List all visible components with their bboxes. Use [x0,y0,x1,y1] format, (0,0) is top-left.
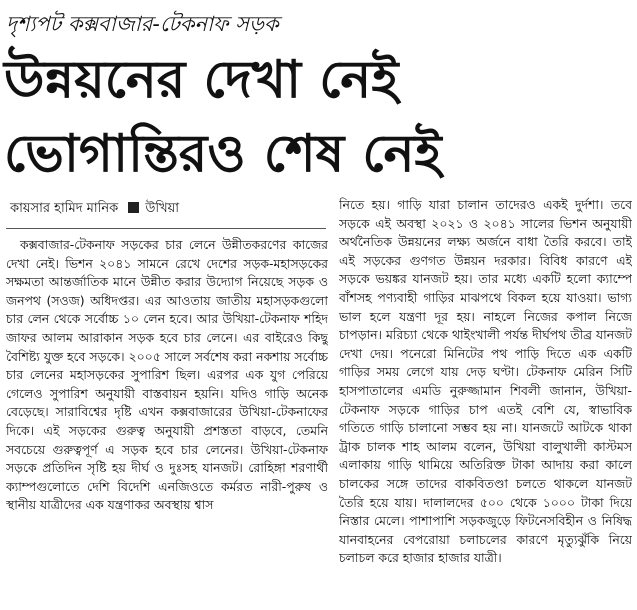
byline [10,194,330,224]
headline-line-2: ভোগান্তিরও শেষ নেই [4,124,442,184]
byline-divider [6,228,326,229]
byline-author: কায়সার হামিদ মানিক [10,201,119,216]
column-1-text: কক্সবাজার-টেকনাফ সড়কের চার লেনে উন্নীতকরণের কাজের দেখা নেই। ভিশন ২০৪১ সামনে রেখে দেশের সড়ক-মহাসড়কের সক্ষমতা আন্তর্জাতিক মানে উন্নীত করার উদ্যোগ নিয়েছে সড়ক ও জনপথ (সওজ) অধিদপ্তর। এর আওতায় জাতীয় মহাসড়কগুলো চার লেন থেকে সর্বোচ্চ ১০ লেন হবে। আর উখিয়া-টেকনাফ শহিদ জাফর আলম আরাকান সড়ক হবে চার লেনে। এর বাইরেও কিছু বৈশিষ্ট্য যুক্ত হবে সড়কে। ২০০৫ সালে সর্বশেষ করা নকশায় সর্বোচ্চ চার লেনের মহাসড়কের সুপারিশ ছিল। এরপর এক যুগ পেরিয়ে গেলেও সুপারিশ অনুযায়ী বাস্তবায়ন হয়নি। যদিও গাড়ি অনেক বেড়েছে। সারাবিশ্বের দৃষ্টি এখন কক্সবাজারের উখিয়া-টেকনাফের দিকে। এই সড়কের গুরুত্ব অনুযায়ী প্রশস্ততা বাড়বে, তেমনি সবচেয়ে গুরুত্বপূর্ণ এ সড়ক হবে চার লেনের। উখিয়া-টেকনাফ সড়কে প্রতিদিন সৃষ্টি হয় দীর্ঘ ও দুঃসহ যানজট। রোহিঙ্গা শরণার্থী ক্যাম্পগুলোতে দেশি বিদেশি এনজিওতে কর্মরত নারী-পুরুষ ও স্থানীয় যাত্রীদের এক যন্ত্রণাকর অবস্থায় শ্বাস [6,237,328,513]
byline-location: উখিয়া [145,201,180,216]
kicker: দৃশ্যপট কক্সবাজার-টেকনাফ সড়ক [6,12,279,36]
square-bullet-icon [128,202,139,213]
article-column-2 [339,196,632,606]
headline-line-1: উন্নয়নের দেখা নেই [4,50,399,110]
column-2-text: নিতে হয়। গাড়ি যারা চালান তাদেরও একই দুর্দশা। তবে সড়কে এই অবস্থা ২০২১ ও ২০৪১ সালের ভিশন অনুযায়ী অর্থনৈতিক উন্নয়নের লক্ষ্য অর্জনে বাধা তৈরি করবে। তাই এই সড়কের গুণগত উন্নয়ন দরকার। বিবিধ কারণে এই সড়কে ভয়ঙ্কর যানজট হয়। তার মধ্যে একটি হলো ক্যাম্পে বাঁশসহ পণ্যবাহী গাড়ির মাঝপথে বিকল হয়ে যাওয়া। ভাগ্য ভাল হলে যন্ত্রণা দূর হয়। নাহলে নিজের কপাল নিজে চাপড়ান। মরিচ্যা থেকে থাইংখালী পর্যন্ত দীর্ঘপথ তীব্র যানজট দেখা দেয়। পনেরো মিনিটের পথ পাড়ি দিতে এক একটি গাড়ির সময় লেগে যায় দেড় ঘণ্টা। টেকনাফ মেরিন সিটি হাসপাতালের এমডি নুরুজ্জামান শিবলী জানান, উখিয়া-টেকনাফ সড়কে গাড়ির চাপ এতই বেশি যে, স্বাভাবিক গতিতে গাড়ি চালানো সম্ভব হয় না। যানজটে আটকে থাকা ট্রাক চালক শাহ আলম বলেন, উখিয়া বালুখালী কাস্টমস এলাকায় গাড়ি থামিয়ে অতিরিক্ত টাকা আদায় করা কালে চালকের সঙ্গে তাদের বাকবিতণ্ডা চলতে থাকলে যানজট তৈরি হয়ে যায়। দালালদের ৫০০ থেকে ১০০০ টাকা দিয়ে নিস্তার মেলে। পাশাপাশি সড়কজুড়ে ফিটনেসবিহীন ও নিষিদ্ধ যানবাহনের বেপরোয়া চলাচলের কারণে মৃত্যুঝুঁকি নিয়ে চলাচল করে হাজার হাজার যাত্রী। [339,197,632,566]
article-column-1 [6,236,328,606]
